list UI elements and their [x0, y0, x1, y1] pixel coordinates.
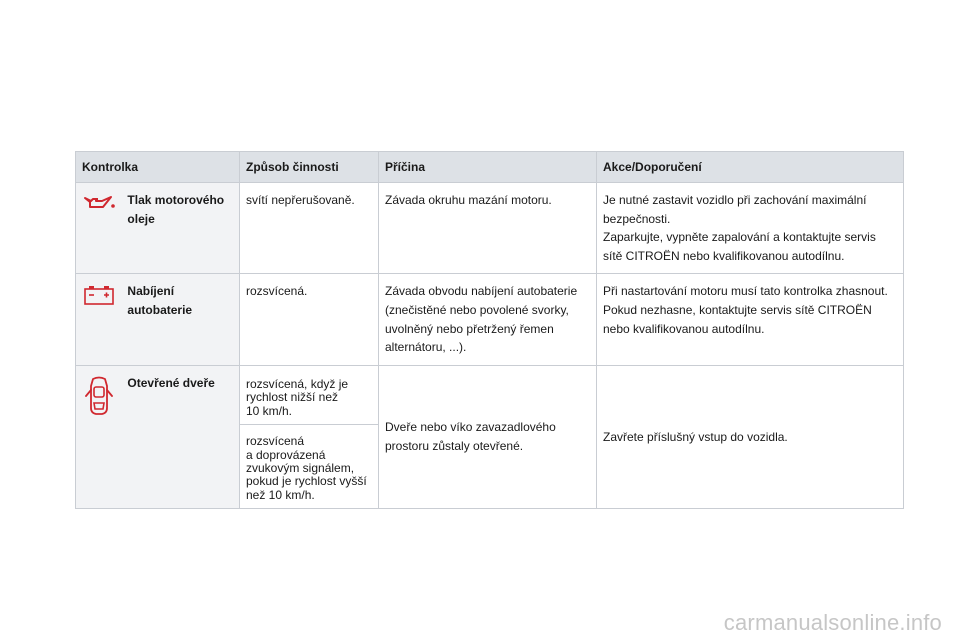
- zpusob-line: než 10 km/h.: [246, 487, 315, 502]
- pricina-cell: [379, 365, 597, 509]
- name-cell: [122, 274, 239, 365]
- zpusob-cell: [240, 183, 379, 274]
- pricina-line: prostoru zůstaly otevřené.: [385, 439, 524, 453]
- header-akce: Akce/Doporučení: [597, 152, 904, 183]
- watermark: carmanualsonline.info: [723, 610, 942, 635]
- row-name: Otevřené dveře: [127, 375, 215, 390]
- battery-icon: [83, 284, 115, 306]
- pricina-line: Závada obvodu nabíjení autobaterie: [385, 284, 578, 299]
- pricina-line: Dveře nebo víko zavazadlového: [385, 420, 556, 435]
- table-header: [76, 152, 904, 183]
- akce-line: Zaparkujte, vypněte zapalování a kontaktujte servis: [603, 230, 876, 245]
- name-cell: [122, 183, 239, 274]
- akce-cell: [597, 183, 904, 274]
- pricina-cell: [379, 183, 597, 274]
- zpusob-cell: [240, 425, 379, 509]
- pricina-line: uvolněný nebo přetržený řemen: [385, 321, 554, 336]
- oil-can-icon: [82, 193, 116, 213]
- table-row: [76, 274, 904, 365]
- icon-cell: [76, 183, 123, 274]
- zpusob-line: rozsvícená: [246, 434, 305, 449]
- zpusob-text: svítí nepřerušovaně.: [246, 193, 355, 207]
- zpusob-line: rychlost nižší než: [246, 390, 339, 405]
- zpusob-line: rozsvícená, když je: [246, 376, 349, 391]
- zpusob-line: a doprovázená: [246, 447, 326, 462]
- open-door-icon: [85, 376, 113, 418]
- pricina-line: (znečistěné nebo povolené svorky,: [385, 302, 569, 317]
- pricina-line: alternátoru, ...).: [385, 340, 467, 355]
- row-name: Tlak motorového oleje: [127, 193, 225, 226]
- icon-cell: [76, 365, 123, 509]
- table-row: [76, 183, 904, 274]
- header-pricina: Příčina: [379, 152, 597, 183]
- akce-line: Pokud nezhasne, kontaktujte servis sítě CITROËN: [603, 302, 872, 317]
- akce-line: nebo kvalifikovanou autodílnu.: [603, 321, 765, 336]
- row-name: Nabíjení autobaterie: [127, 284, 193, 317]
- pricina-cell: [379, 274, 597, 365]
- akce-text: Zavřete příslušný vstup do vozidla.: [603, 429, 788, 444]
- akce-line: bezpečnosti.: [603, 211, 671, 226]
- akce-cell: [597, 274, 904, 365]
- table-row: [76, 365, 904, 424]
- header-zpusob: Způsob činnosti: [240, 152, 379, 183]
- icon-cell: [76, 274, 123, 365]
- zpusob-cell: [240, 365, 379, 424]
- zpusob-cell: [240, 274, 379, 365]
- akce-line: sítě CITROËN nebo kvalifikovanou autodílnu.: [603, 248, 845, 263]
- warning-lights-table: [75, 151, 904, 509]
- zpusob-text: rozsvícená.: [246, 284, 308, 299]
- header-row: [76, 152, 904, 183]
- name-cell: [122, 365, 239, 509]
- zpusob-line: 10 km/h.: [246, 403, 293, 418]
- akce-cell: [597, 365, 904, 509]
- akce-line: Při nastartování motoru musí tato kontrolka zhasnout.: [603, 284, 888, 299]
- zpusob-line: zvukovým signálem,: [246, 460, 355, 475]
- header-kontrolka: Kontrolka: [76, 152, 240, 183]
- pricina-text: Závada okruhu mazání motoru.: [385, 193, 552, 207]
- akce-line: Je nutné zastavit vozidlo při zachování maximální: [603, 193, 867, 207]
- zpusob-line: pokud je rychlost vyšší: [246, 474, 367, 489]
